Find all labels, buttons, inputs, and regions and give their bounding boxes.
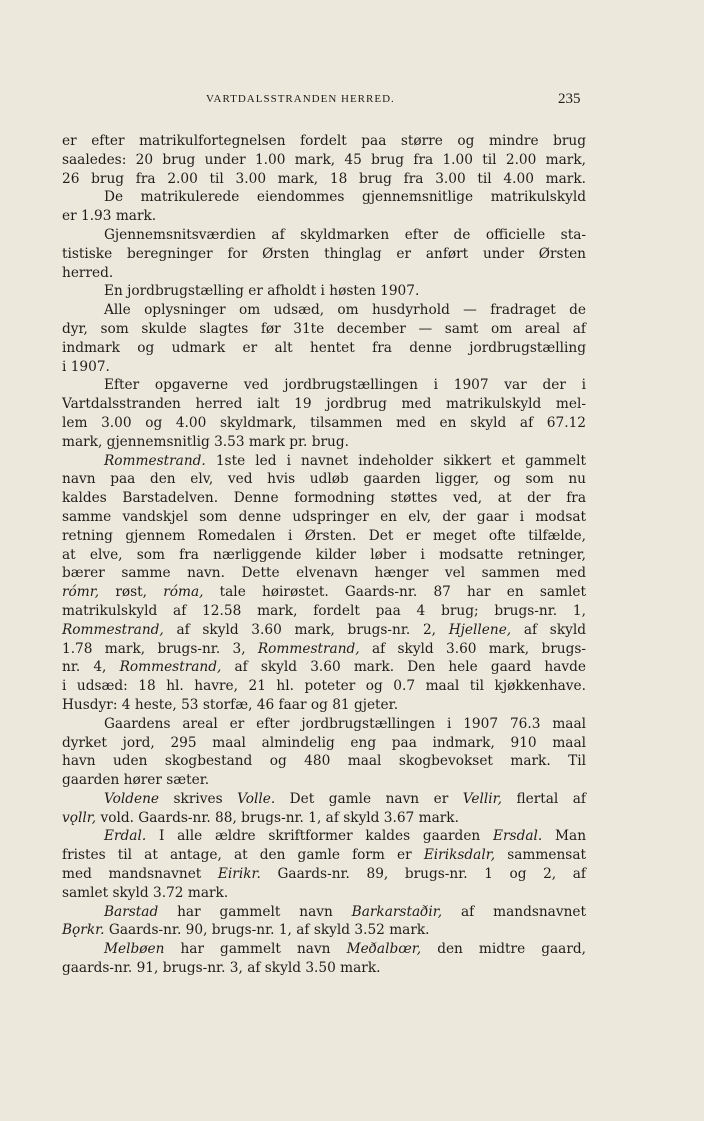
- text-line: Alle oplysninger om udsæd, om husdyrhold — fradraget de: [104, 302, 586, 319]
- text-line: Barstad har gammelt navn Barkarstaðir, af mandsnavnet: [104, 903, 586, 920]
- text-line: gaards-nr. 91, brugs-nr. 3, af skyld 3.50 mark.: [62, 960, 381, 977]
- text-line: dyrket jord, 295 maal almindelig eng paa indmark, 910 maal: [62, 734, 586, 751]
- text-line: med mandsnavnet Eirikr. Gaards-nr. 89, brugs-nr. 1 og 2, af: [62, 866, 586, 883]
- text-line: Rommestrand, af skyld 3.60 mark, brugs-nr. 2, Hjellene, af skyld: [62, 621, 586, 638]
- text-line: fristes til at antage, at den gamle form er Eiriksdalr, sammensat: [62, 847, 586, 864]
- text-line: dyr, som skulde slagtes før 31te december — samt om areal af: [62, 320, 586, 337]
- text-line: mark, gjennemsnitlig 3.53 mark pr. brug.: [62, 433, 349, 450]
- text-line: matrikulskyld af 12.58 mark, fordelt paa 4 brug; brugs-nr. 1,: [62, 602, 586, 619]
- text-line: havn uden skogbestand og 480 maal skogbevokset mark. Til: [62, 753, 586, 770]
- page-number: 235: [558, 91, 581, 107]
- text-line: De matrikulerede eiendommes gjennemsnitlige matrikulskyld: [104, 189, 586, 206]
- body-text: [62, 132, 586, 978]
- text-line: Voldene skrives Volle. Det gamle navn er Vellir, flertal af: [104, 790, 586, 807]
- text-line: Gjennemsnitsværdien af skyldmarken efter de officielle sta-: [104, 226, 586, 243]
- text-line: samlet skyld 3.72 mark.: [62, 884, 229, 901]
- text-line: samme vandskjel som denne udspringer en elv, der gaar i modsat: [62, 508, 586, 525]
- text-line: navn paa den elv, ved hvis udløb gaarden ligger, og som nu: [62, 471, 586, 488]
- text-line: Erdal. I alle ældre skriftformer kaldes gaarden Ersdal. Man: [104, 828, 587, 845]
- text-line: saaledes: 20 brug under 1.00 mark, 45 brug fra 1.00 til 2.00 mark,: [62, 151, 586, 168]
- text-line: er efter matrikulfortegnelsen fordelt paa større og mindre brug: [62, 133, 586, 149]
- text-line: gaarden hører sæter.: [62, 772, 210, 789]
- text-line: 26 brug fra 2.00 til 3.00 mark, 18 brug fra 3.00 til 4.00 mark.: [62, 170, 586, 187]
- text-line: retning gjennem Romedalen i Ørsten. Det er meget ofte tilfælde,: [62, 527, 586, 544]
- running-head: VARTDALSSTRANDEN HERRED.: [206, 93, 395, 105]
- text-line: bærer samme navn. Dette elvenavn hænger vel sammen med: [62, 565, 586, 582]
- text-line: Rommestrand. 1ste led i navnet indeholder sikkert et gammelt: [104, 452, 586, 469]
- text-line: i 1907.: [62, 358, 110, 375]
- text-line: i udsæd: 18 hl. havre, 21 hl. poteter og 0.7 maal til kjøkkenhave.: [62, 678, 586, 695]
- text-line: En jordbrugstælling er afholdt i høsten 1907.: [104, 283, 420, 300]
- text-line: rómr, røst, róma, tale høirøstet. Gaards-nr. 87 har en samlet: [62, 584, 586, 601]
- text-line: at elve, som fra nærliggende kilder løber i modsatte retninger,: [62, 546, 586, 563]
- text-line: Husdyr: 4 heste, 53 storfæ, 46 faar og 81 gjeter.: [62, 696, 399, 713]
- text-line: indmark og udmark er alt hentet fra denne jordbrugstælling: [62, 339, 586, 356]
- text-line: Efter opgaverne ved jordbrugstællingen i 1907 var der i: [104, 377, 586, 394]
- text-line: Vartdalsstranden herred ialt 19 jordbrug med matrikulskyld mel-: [62, 396, 586, 413]
- text-line: 1.78 mark, brugs-nr. 3, Rommestrand, af skyld 3.60 mark, brugs-: [62, 640, 586, 657]
- text-line: Melbøen har gammelt navn Meðalbœr, den midtre gaard,: [104, 941, 586, 958]
- text-line: nr. 4, Rommestrand, af skyld 3.60 mark. Den hele gaard havde: [62, 659, 586, 676]
- text-line: tistiske beregninger for Ørsten thinglag er anført under Ørsten: [62, 245, 586, 262]
- text-line: lem 3.00 og 4.00 skyldmark, tilsammen med en skyld af 67.12: [62, 414, 586, 431]
- text-line: Gaardens areal er efter jordbrugstællingen i 1907 76.3 maal: [104, 715, 586, 732]
- text-line: kaldes Barstadelven. Denne formodning støttes ved, at der fra: [62, 490, 586, 507]
- text-line: Bǫrkr. Gaards-nr. 90, brugs-nr. 1, af skyld 3.52 mark.: [62, 922, 430, 939]
- text-line: er 1.93 mark.: [62, 208, 157, 225]
- text-line: vǫllr, vold. Gaards-nr. 88, brugs-nr. 1, af skyld 3.67 mark.: [62, 809, 459, 826]
- text-line: herred.: [62, 264, 114, 281]
